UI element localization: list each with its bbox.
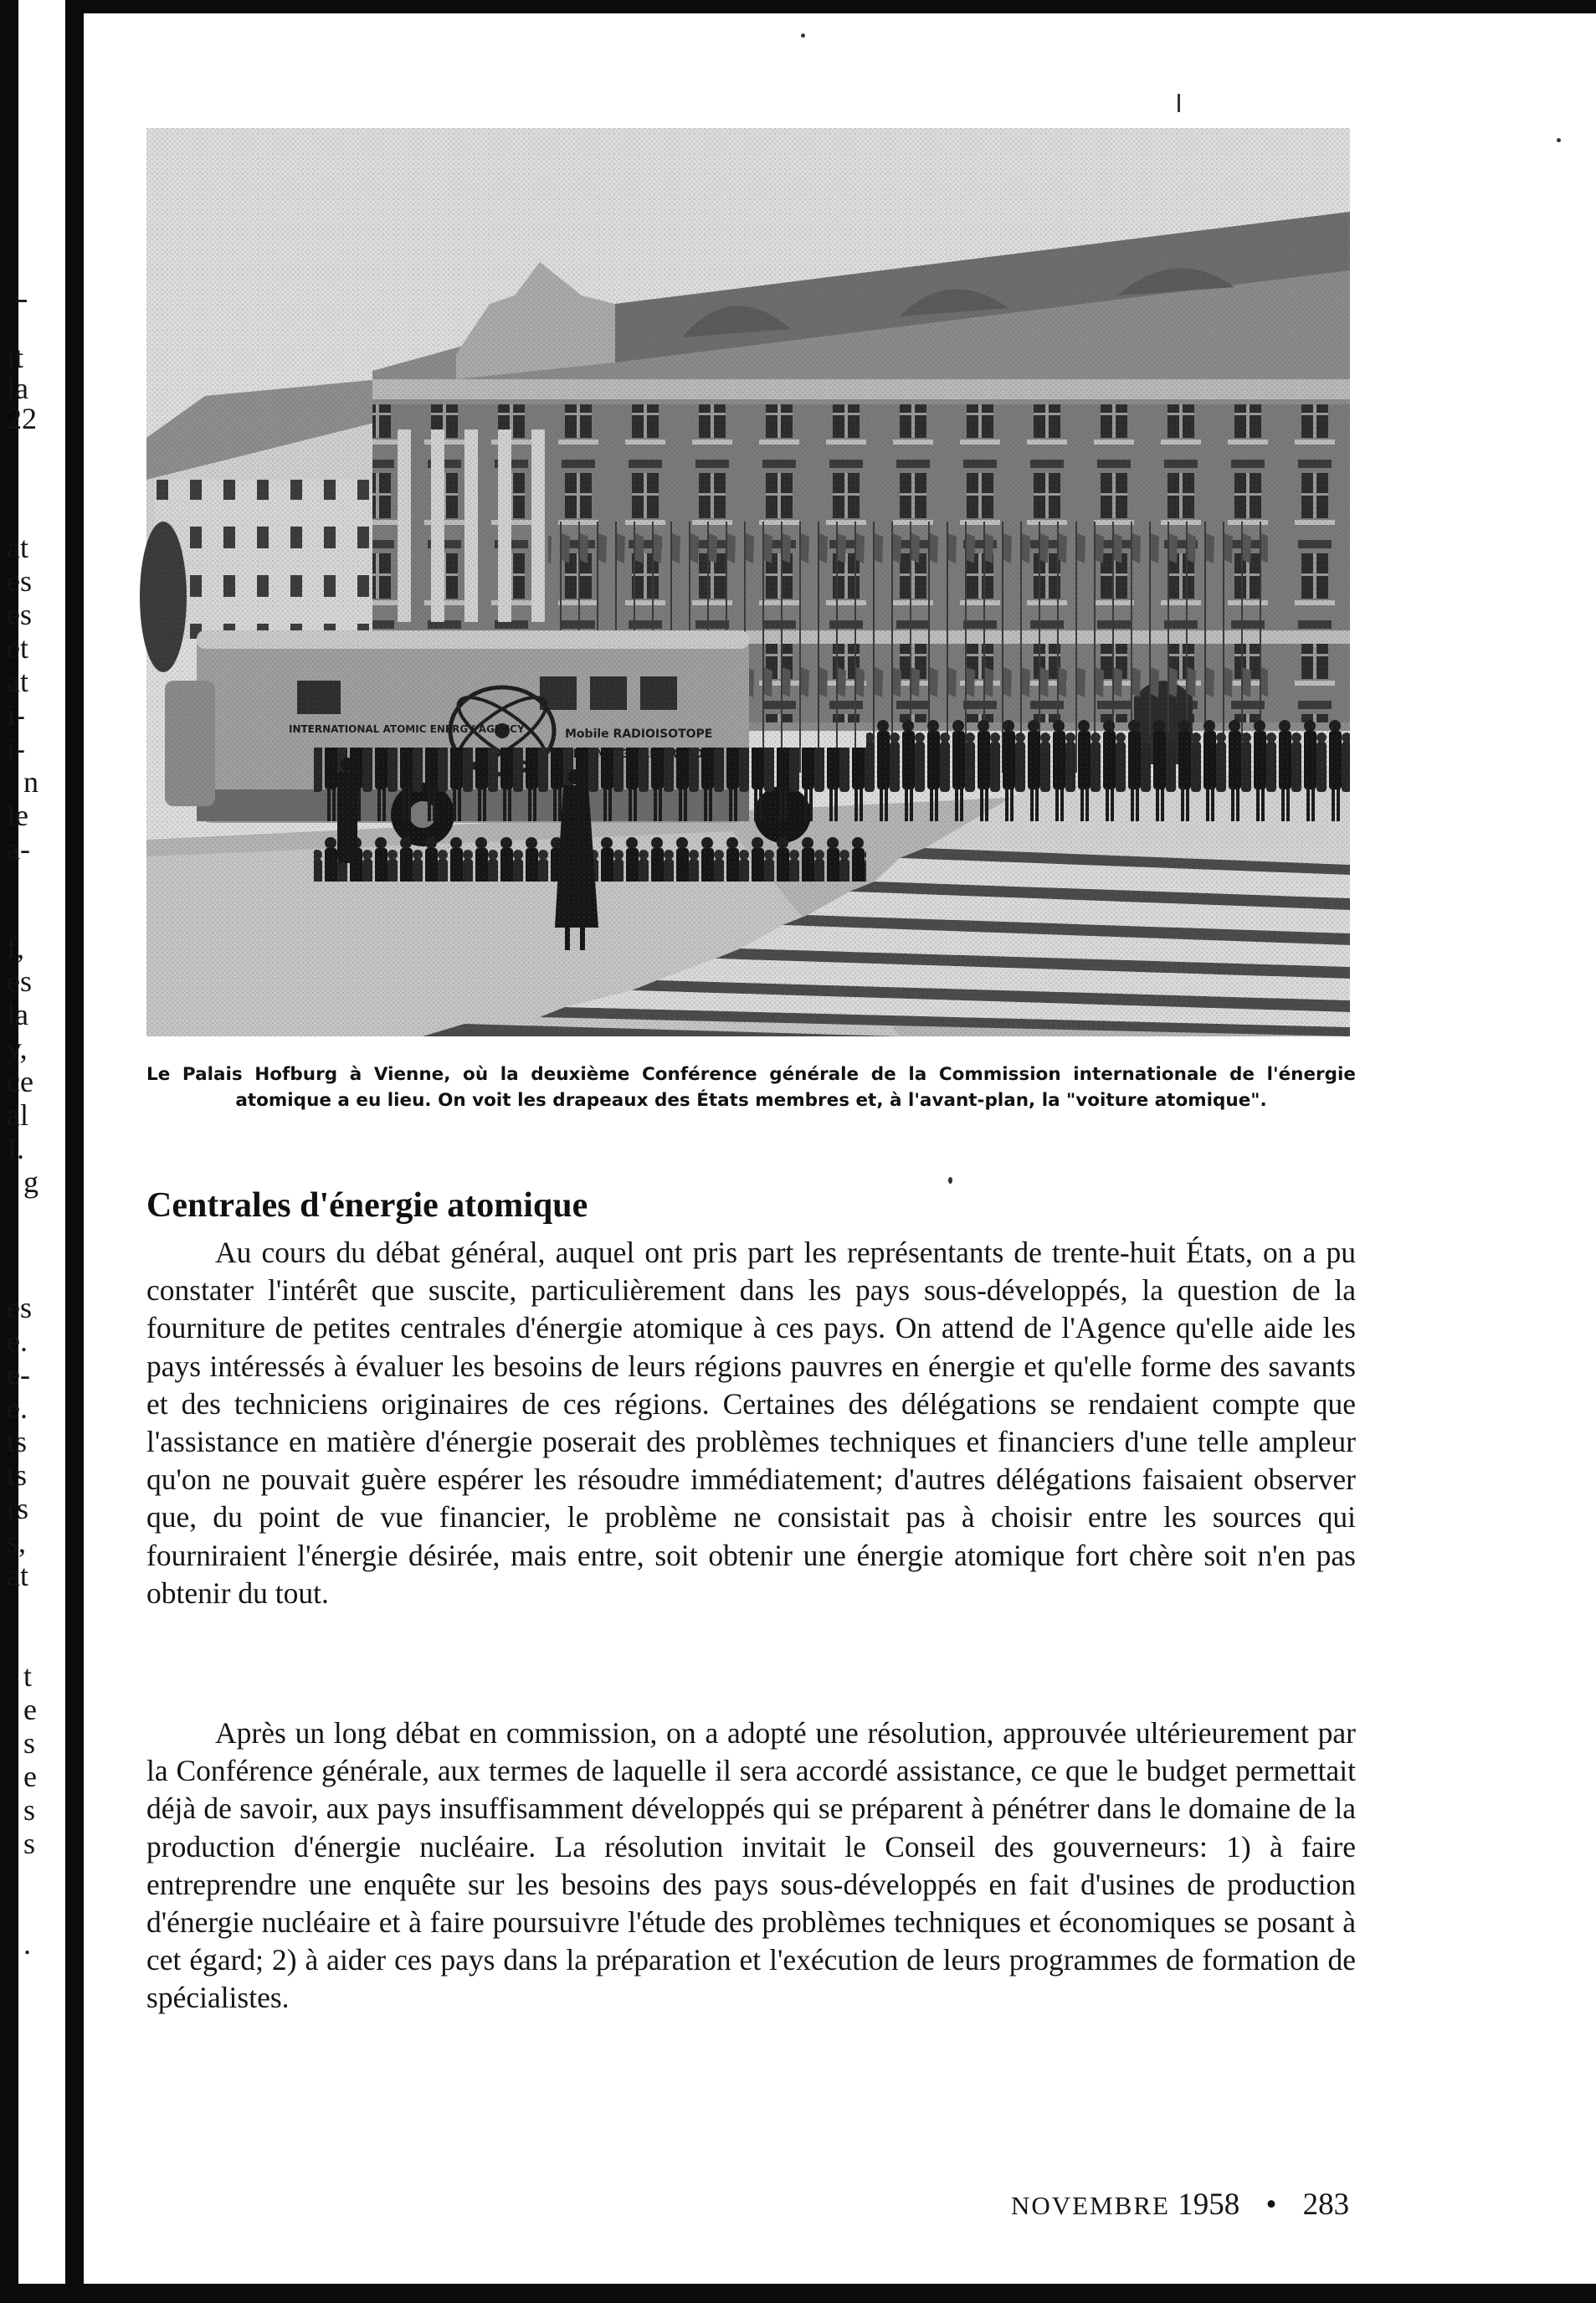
previous-page-fragment: rs xyxy=(7,1492,28,1525)
previous-page-fragment: s xyxy=(23,1827,36,1860)
previous-page-fragment: i- xyxy=(7,732,25,765)
previous-page-fragment: s xyxy=(23,1793,36,1827)
hofburg-photograph xyxy=(146,128,1350,1036)
footer-year: 1958 xyxy=(1178,2187,1240,2222)
previous-page-fragment: a- xyxy=(7,832,30,866)
previous-page-fragment: al xyxy=(7,1098,28,1132)
page-number: 283 xyxy=(1302,2187,1350,2222)
previous-page-fragment: es xyxy=(7,564,32,598)
previous-page-fragment: es xyxy=(7,964,32,998)
footer-month: NOVEMBRE xyxy=(1011,2191,1170,2220)
previous-page-fragment: e. xyxy=(7,1324,28,1358)
section-heading: Centrales d'énergie atomique xyxy=(146,1186,588,1225)
previous-page-rule xyxy=(18,300,27,302)
body-paragraph-1 xyxy=(146,1234,1356,1612)
scan-border-bottom xyxy=(0,2284,1596,2303)
previous-page-fragment: ts xyxy=(7,1425,28,1458)
previous-page-fragment: t xyxy=(23,1659,33,1693)
previous-page-fragment: at xyxy=(7,665,28,698)
previous-page-fragment: e- xyxy=(7,1358,30,1391)
scan-speck xyxy=(801,33,805,38)
previous-page-fragment: y, xyxy=(7,1031,28,1065)
scan-gutter-shadow xyxy=(65,0,84,2303)
previous-page-fragment: e. xyxy=(7,1391,28,1425)
previous-page-fragment: le xyxy=(7,799,28,832)
scan-border-top xyxy=(80,0,1596,13)
previous-page-edge xyxy=(7,0,65,2284)
previous-page-fragment: . xyxy=(23,1927,31,1961)
scan-speck xyxy=(1557,138,1561,142)
footer-separator: • xyxy=(1265,2187,1277,2222)
paragraph-text: Après un long débat en commission, on a adopté une résolution, approuvée ultérieurement par la Conférence générale, aux termes de laquelle il sera accordé assistance, ce que le budget permettait déjà de savoir, aux pays insuffisamment développés qui se préparent à pénétrer dans le domaine de la production d'énergie nucléaire. La résolution invitait le Conseil des gouverneurs: 1) à faire entreprendre une enquête sur les besoins des pays sous-développés en fait d'usines de production d'énergie nucléaire et à faire poursuivre l'étude des problèmes techniques et économiques se posant à cet égard; 2) à aider ces pays dans la préparation et l'exécution de leurs programmes de formation de spécialistes. xyxy=(146,1716,1356,2015)
previous-page-fragment: es xyxy=(7,1291,32,1324)
previous-page-fragment: at xyxy=(7,1559,28,1592)
scan-speck xyxy=(948,1177,952,1184)
previous-page-fragment: ts xyxy=(7,1458,28,1492)
previous-page-fragment: s, xyxy=(7,1525,27,1559)
page-footer xyxy=(1011,2187,1349,2224)
previous-page-fragment: e xyxy=(23,1693,37,1726)
previous-page-fragment: e xyxy=(23,1760,37,1793)
previous-page-fragment: i- xyxy=(7,698,25,732)
previous-page-fragment: I. xyxy=(7,1132,24,1165)
previous-page-fragment: g xyxy=(23,1165,38,1199)
previous-page-fragment: f, xyxy=(7,931,24,964)
previous-page-fragment: es xyxy=(7,598,32,631)
previous-page-fragment: at xyxy=(7,531,28,564)
previous-page-fragment: it xyxy=(7,341,24,374)
previous-page-fragment: ce xyxy=(7,1065,33,1098)
previous-page-fragment: n xyxy=(23,765,38,799)
photo-caption: Le Palais Hofburg à Vienne, où la deuxième Conférence générale de la Commission internationale de l'énergie atomique a eu lieu. On voit les drapeaux des États membres et, à l'avant-plan, la "voiture atomique". xyxy=(146,1064,1356,1111)
previous-page-fragment: s xyxy=(23,1726,36,1760)
previous-page-fragment: 22 xyxy=(7,402,37,435)
body-paragraph-2 xyxy=(146,1714,1356,2018)
previous-page-fragment: et xyxy=(7,631,28,665)
previous-page-fragment: la xyxy=(7,998,28,1031)
paragraph-text: Au cours du débat général, auquel ont pris part les représentants de trente-huit États, on a pu constater l'intérêt que suscite, particulièrement dans les pays sous-développés, la question de la fourniture de petites centrales d'énergie atomique à ces pays. On attend de l'Agence qu'elle aide les pays intéressés à évaluer les besoins de leurs régions pauvres en énergie et qu'elle forme des savants et des techniciens originaires de ces régions. Certaines des délégations se rendaient compte que l'assistance en matière d'énergie poserait des problèmes techniques et financiers d'une telle ampleur qu'on ne pouvait guère espérer les résoudre immédiatement; d'autres délégations faisaient observer que, du point de vue financier, le problème ne consistait pas à choisir entre les sources qui fourniraient l'énergie désirée, mais entre, soit obtenir une énergie atomique fort chère soit n'en pas obtenir du tout. xyxy=(146,1236,1356,1610)
previous-page-fragment: la xyxy=(7,372,28,405)
scan-speck xyxy=(1178,94,1180,112)
